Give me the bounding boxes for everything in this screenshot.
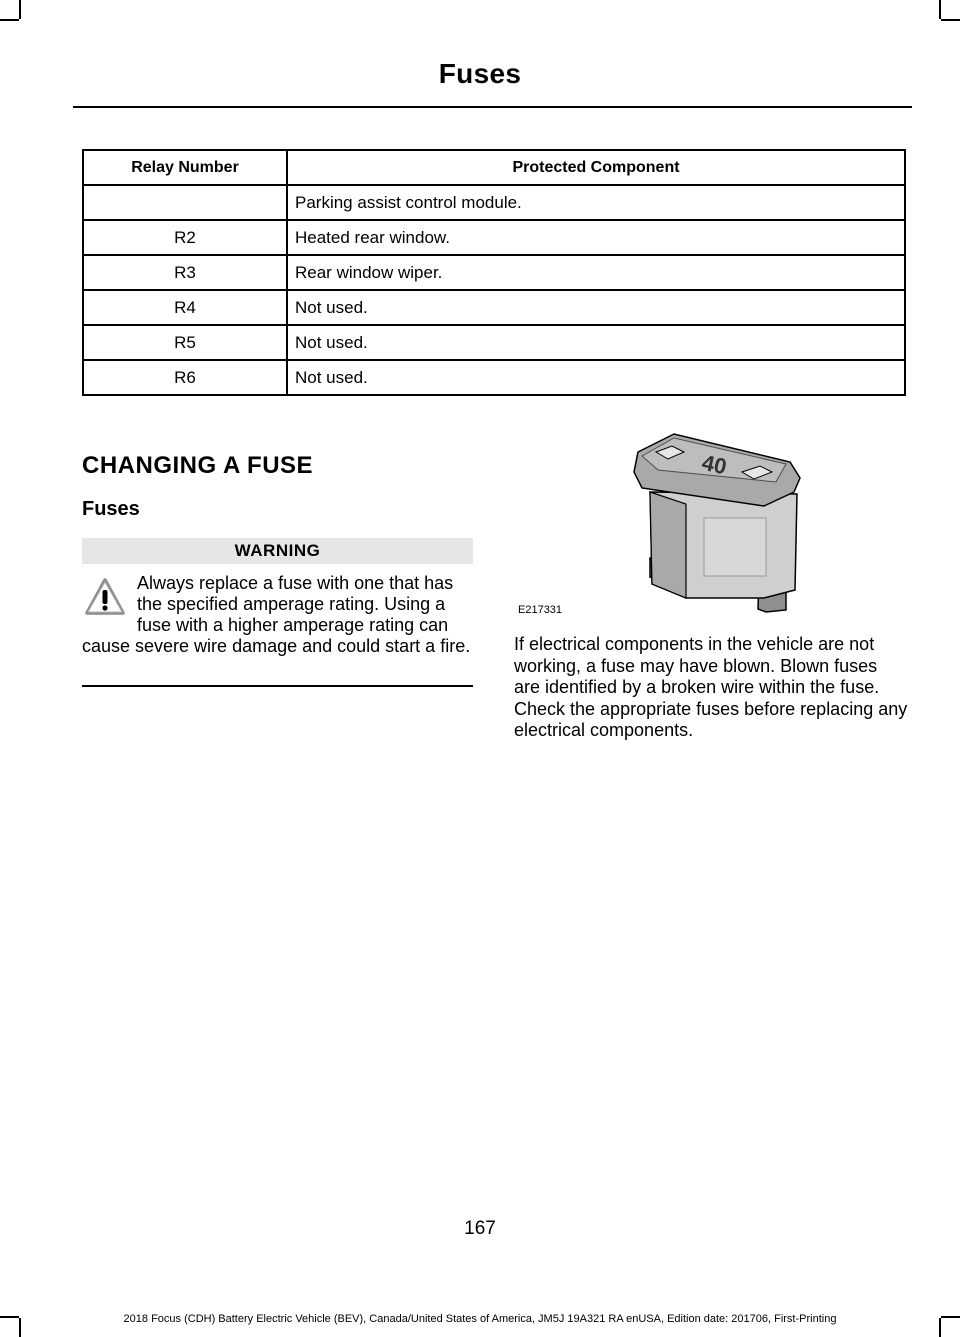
relay-number-cell: R4 — [83, 290, 287, 325]
table-row — [83, 325, 905, 360]
relay-number-cell: R3 — [83, 255, 287, 290]
section-heading: CHANGING A FUSE — [82, 452, 314, 479]
protected-component-cell: Parking assist control module. — [287, 185, 905, 220]
body-paragraph: If electrical components in the vehicle are not working, a fuse may have blown. Blown fuses are identified by a broken wire within the fuse. Check the appropriate fuses before replacing any electrical components. — [514, 634, 908, 740]
relay-table — [82, 149, 906, 396]
protected-component-cell: Not used. — [287, 360, 905, 395]
protected-component-cell: Heated rear window. — [287, 220, 905, 255]
page-title: Fuses — [438, 58, 522, 89]
warning-label: WARNING — [82, 538, 473, 564]
figure-id: E217331 — [518, 604, 563, 616]
crop-mark — [19, 0, 21, 19]
protected-component-cell: Not used. — [287, 290, 905, 325]
relay-number-cell: R2 — [83, 220, 287, 255]
table-row — [83, 290, 905, 325]
table-row — [83, 360, 905, 395]
table-row — [83, 255, 905, 290]
relay-number-cell: R5 — [83, 325, 287, 360]
column-header-relay-number: Relay Number — [83, 150, 287, 185]
relay-number-cell — [83, 185, 287, 220]
crop-mark — [939, 0, 941, 19]
crop-mark — [0, 19, 19, 21]
fuse-illustration — [514, 422, 906, 622]
protected-component-cell: Rear window wiper. — [287, 255, 905, 290]
table-row — [83, 220, 905, 255]
header-divider — [73, 106, 912, 108]
crop-mark — [941, 19, 960, 21]
footer-text: 2018 Focus (CDH) Battery Electric Vehicle (BEV), Canada/United States of America, JM5J 19A321 RA enUSA, Edition date: 201706, First-Printing — [123, 1313, 837, 1325]
table-row — [83, 185, 905, 220]
table-header-row — [83, 150, 905, 185]
protected-component-cell: Not used. — [287, 325, 905, 360]
page-number: 167 — [464, 1218, 496, 1239]
column-header-protected-component: Protected Component — [287, 150, 905, 185]
warning-divider — [82, 685, 473, 687]
section-subheading: Fuses — [82, 498, 140, 520]
fuse-rating-label: 40 — [699, 449, 729, 480]
warning-text: Always replace a fuse with one that has the specified amperage rating. Using a fuse with a higher amperage rating can cause severe wire damage and could start a fire. — [82, 573, 471, 656]
relay-number-cell: R6 — [83, 360, 287, 395]
warning-text-block — [82, 573, 473, 657]
